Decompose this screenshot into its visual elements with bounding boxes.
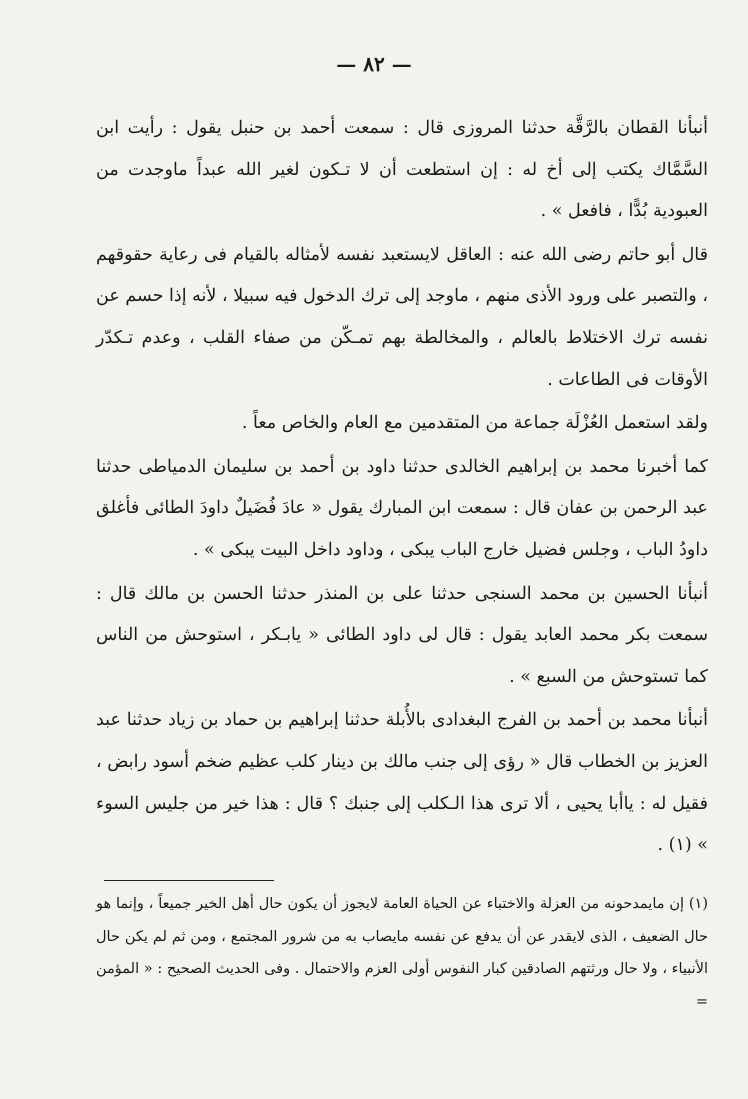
paragraph: كما أخبرنا محمد بن إبراهيم الخالدى حدثنا داود بن أحمد بن سليمان الدمياطى حدثنا عبد الرحمن بن عفان قال : سمعت ابن المبارك يقول « عادَ فُضَيلٌ داودَ الطائى فأغلق داودُ الباب ، وجلس فضيل خارج الباب يبكى ، وداود داخل البيت يبكى » . xyxy=(96,456,708,560)
page-number: — ٨٢ — xyxy=(336,52,412,76)
paragraph: أنبأنا محمد بن أحمد بن الفرج البغدادى بالأُبلة حدثنا إبراهيم بن حماد بن زياد حدثنا عبد العزيز بن الخطاب قال « رؤى إلى جنب مالك بن دينار كلب عظيم ضخم أسود رابض ، فقيل له : ياأبا يحيى ، ألا ترى هذا الـكلب إلى جنبك ؟ قال : هذا خير من جليس السوء » (١) . xyxy=(96,710,708,856)
footnote-divider xyxy=(104,880,274,881)
paragraph: ولقد استعمل العُزْلَة جماعة من المتقدمين مع العام والخاص معاً . xyxy=(241,413,708,434)
paragraph: أنبأنا القطان بالرَّقَّة حدثنا المروزى قال : سمعت أحمد بن حنبل يقول : رأيت ابن السَّمَّاك يكتب إلى أخ له : إن استطعت أن لا تـكون لغير الله عبداً ماوجدت من العبودية بُدًّا ، فافعل » . xyxy=(96,118,708,222)
paragraph: قال أبو حاتم رضى الله عنه : العاقل لايستعبد نفسه لأمثاله بالقيام فى رعاية حقوقهم ، والتصبر على ورود الأذى منهم ، ماوجد إلى ترك الدخول فيه سبيلا ، لأنه إذا حسم عن نفسه ترك الاختلاط بالعالم ، والمخالطة بهم تمـكّن من صفاء القلب ، وعدم تـكدّر الأوقات فى الطاعات . xyxy=(96,244,708,390)
footnote xyxy=(96,888,708,1018)
paragraph: أنبأنا الحسين بن محمد السنجى حدثنا على بن المنذر حدثنا الحسن بن مالك قال : سمعت بكر محمد العابد يقول : قال لى داود الطائى « يابـكر ، استوحش من الناس كما تستوحش من السبع » . xyxy=(96,583,708,687)
footnote-text: (١) إن مايمدحونه من العزلة والاختباء عن الحياة العامة لايجوز أن يكون حال أهل الخير جميعاً ، وإنما هو حال الضعيف ، الذى لايقدر عن أن يدفع عن نفسه مايصاب به من شرور المجتمع ، ومن ثم لم يكن حال الأنبياء ، ولا حال ورثتهم الصادقين كبار النفوس أولى العزم والاحتمال . وفى الحديث الصحيح : « المؤمن = xyxy=(96,896,708,1010)
main-text xyxy=(96,108,708,869)
